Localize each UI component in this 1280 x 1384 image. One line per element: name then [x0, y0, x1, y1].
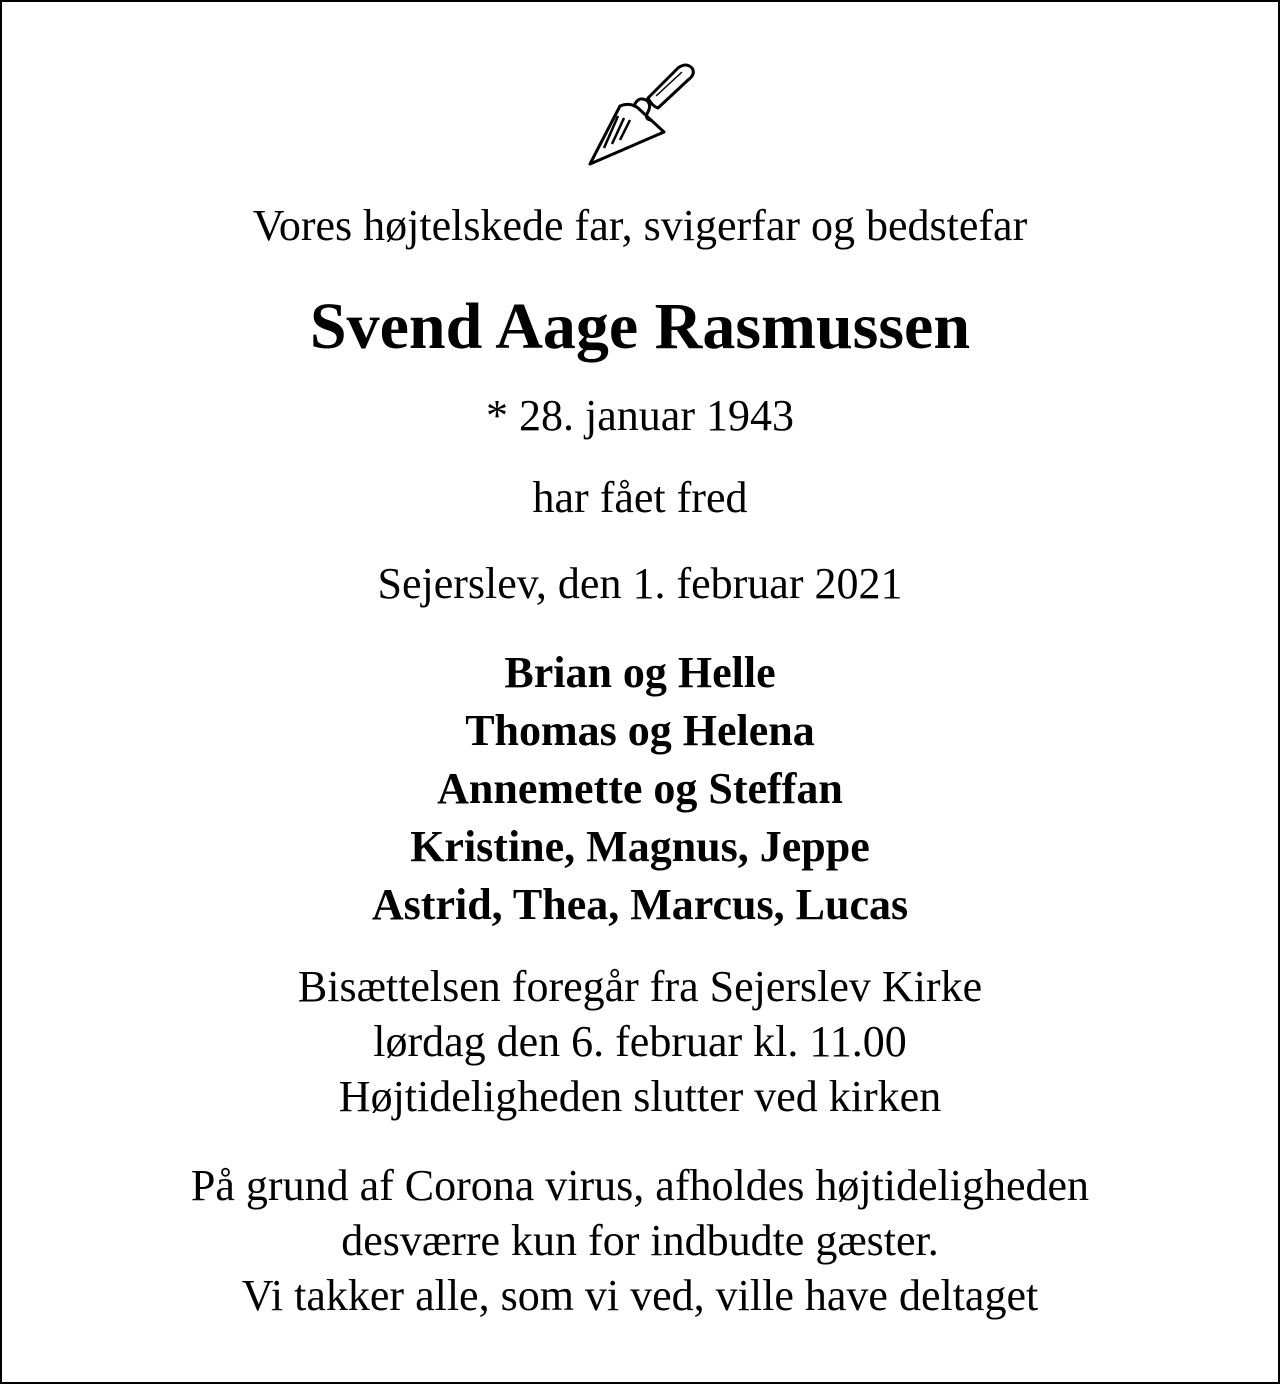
- passed-text: har fået fred: [532, 473, 748, 522]
- intro-text: Vores højtelskede far, svigerfar og bedstefar: [252, 201, 1028, 250]
- notice-line: På grund af Corona virus, afholdes højtideligheden: [190, 1161, 1090, 1210]
- birth-date: * 28. januar 1943: [486, 391, 794, 440]
- funeral-line: Højtideligheden slutter ved kirken: [338, 1072, 942, 1121]
- family-line: Kristine, Magnus, Jeppe: [410, 822, 870, 871]
- corona-notice: [0, 1158, 1280, 1323]
- notice-line: desværre kun for indbudte gæster.: [341, 1216, 939, 1265]
- family-line: Astrid, Thea, Marcus, Lucas: [371, 880, 909, 929]
- funeral-line: Bisættelsen foregår fra Sejerslev Kirke: [297, 962, 983, 1011]
- funeral-info: [0, 959, 1280, 1124]
- deceased-name: Svend Aage Rasmussen: [309, 290, 971, 363]
- notice-line: Vi takker alle, som vi ved, ville have deltaget: [241, 1271, 1039, 1320]
- funeral-line: lørdag den 6. februar kl. 11.00: [373, 1017, 907, 1066]
- place-and-date: Sejerslev, den 1. februar 2021: [377, 559, 903, 608]
- family-list: [0, 644, 1280, 934]
- trowel-icon: [582, 62, 698, 170]
- family-line: Annemette og Steffan: [437, 764, 843, 813]
- family-line: Brian og Helle: [504, 648, 776, 697]
- family-line: Thomas og Helena: [465, 706, 815, 755]
